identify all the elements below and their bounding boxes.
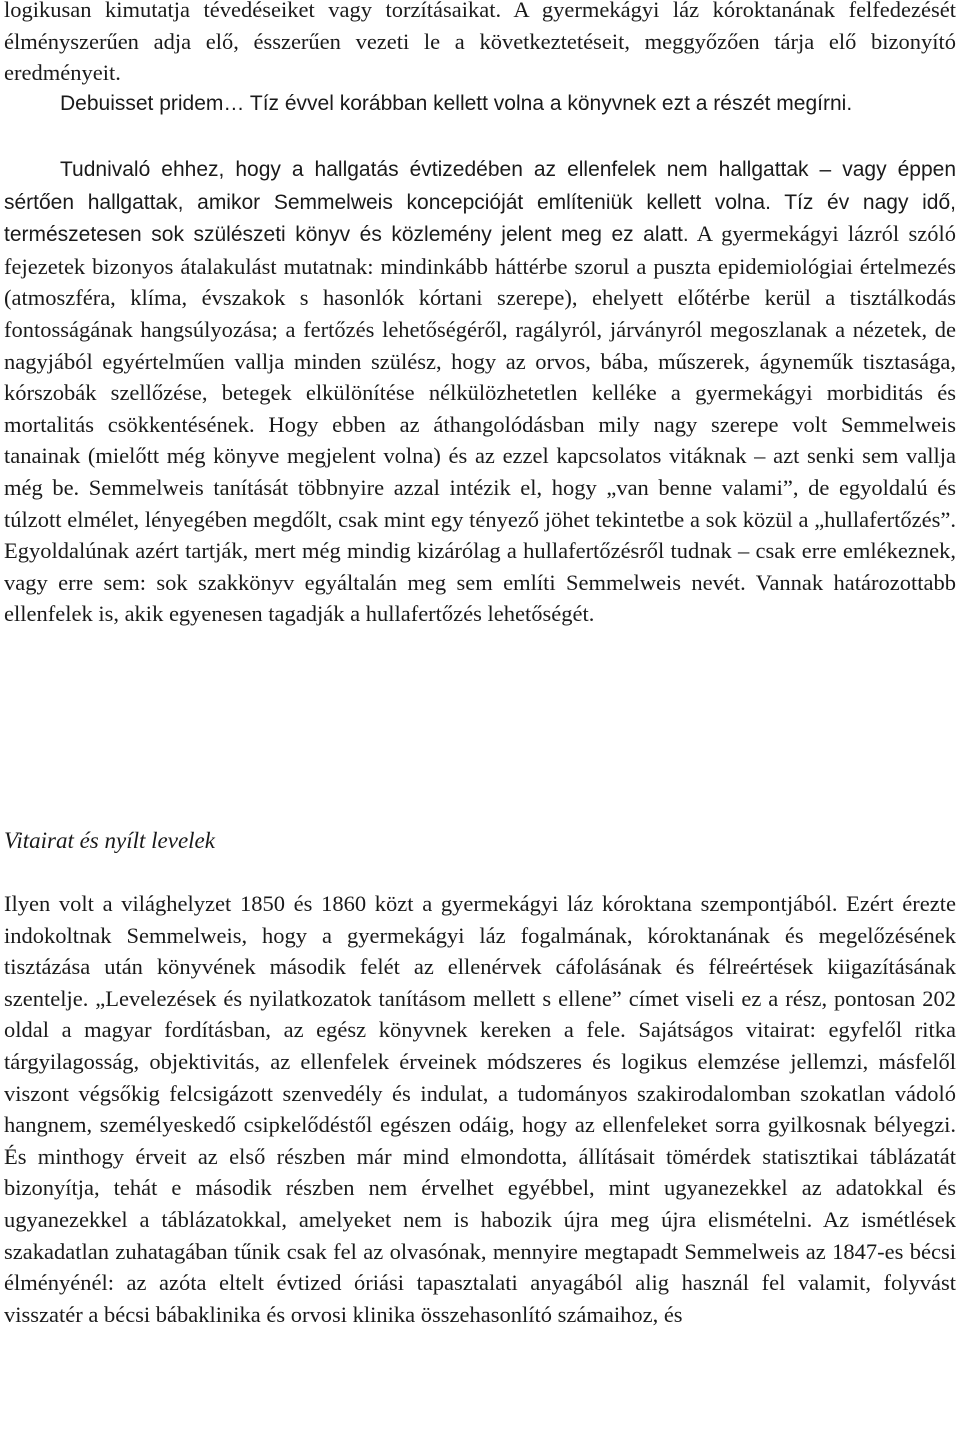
body-paragraph-3 <box>4 153 956 630</box>
section-paragraph: Ilyen volt a világhelyzet 1850 és 1860 közt a gyermekágyi láz kóroktana szempontjából. Ezért érezte indokoltnak Semmelweis, hogy a gyermekágyi láz fogalmának, kóroktanának és megelőzésének tisztázása után könyvének második felét az ellenérvek cáfolásának és félreértések kiigazításának szentelje. „Levelezések és nyilatkozatok tanításom mellett s ellene” címet viseli ez a rész, pontosan 202 oldal a magyar fordításban, az egész könyvnek kereken a fele. Sajátságos vitairat: egyfelől ritka tárgyilagosság, objektivitás, az ellenfelek érveinek módszeres és logikus elemzése jellemzi, másfelől viszont végsőkig felcsigázott szenvedély és indulat, a tudományos szakirodalomban szokatlan vádoló hangnem, személyeskedő csipkelődéstől egészen odáig, hogy az ellenfeleket sorra gyilkosnak bélyegzi. És minthogy érveit az első részben már mind elmondotta, állításait tömérdek statisztikai táblázatát bizonyítja, tehát e második részben nem érvelhet egyébbel, mint ugyanezekkel az adatokkal és ugyanezekkel a táblázatokkal, amelyeket nem is habozik újra meg újra elismételni. Az ismétlések szakadatlan zuhatagában tűnik csak fel az olvasónak, mennyire megtapadt Semmelweis az 1847-es bécsi élményénél: az azóta eltelt évtized óriási tapasztalati anyagából alig használ fel valamit, folyvást visszatér a bécsi bábaklinika és orvosi klinika összehasonlító számaihoz, és <box>4 891 956 1327</box>
paragraph-3-serif-part: A gyermekágyi lázról szóló fejezetek bizonyos átalakulást mutatnak: mindinkább háttérbe szorul a puszta epidemiológiai értelmezés (atmoszféra, klíma, évszakok s hasonlók kórtani szerepe), ehelyett előtérbe kerül a tisztálkodás fontosságának hangsúlyozása; a fertőzés lehetőségéről, ragályról, járványról megoszlanak a nézetek, de nagyjából egyértelműen vallja minden szülész, hogy az orvos, bába, műszerek, ágyneműk tisztasága, kórszobák szellőzése, betegek elkülönítése nélkülözhetetlen kelléke a gyermekágyi morbiditás és mortalitás csökkentésének. Hogy ebben az áthangolódásban mily nagy szerepe volt Semmelweis tanainak (mielőtt még könyve megjelent volna) és az ezzel kapcsolatos vitáknak – azt senki sem vallja még be. Semmelweis tanítását többnyire azzal intézik el, hogy „van benne valami”, de egyoldalú és túlzott elmélet, lényegében megdőlt, csak mint egy tényező jöhet tekintetbe a sok közül a „hullafertőzés”. Egyoldalúnak azért tartják, mert még mindig kizárólag a hullafertőzésről tudnak – csak erre emlékeznek, vagy erre sem: sok szakkönyv egyáltalán meg sem említi Semmelweis nevét. Vannak határozottabb ellenfelek is, akik egyenesen tagadják a hullafertőzés lehetőségét. <box>4 221 956 627</box>
body-paragraph-2: Debuisset pridem… Tíz évvel korábban kellett volna a könyvnek ezt a részét megírni. <box>60 92 853 115</box>
paragraph-3-sans-part: Tudnivaló ehhez, hogy a hallgatás évtizedében az ellenfelek nem hallgattak – vagy éppen sértően hallgattak, amikor Semmelweis koncepcióját említeniük kellett volna. Tíz év nagy idő, természetesen sok szülészeti könyv és közlemény jelent meg ez alatt. <box>4 158 956 247</box>
body-paragraph-1: logikusan kimutatja tévedéseiket vagy torzításaikat. A gyermekágyi láz kóroktanának felfedezését élményszerűen adja elő, ésszerűen vezeti le a következtetéseit, meggyőzően tárja elő bizonyító eredményeit. <box>4 0 956 86</box>
section-heading: Vitairat és nyílt levelek <box>4 828 215 853</box>
